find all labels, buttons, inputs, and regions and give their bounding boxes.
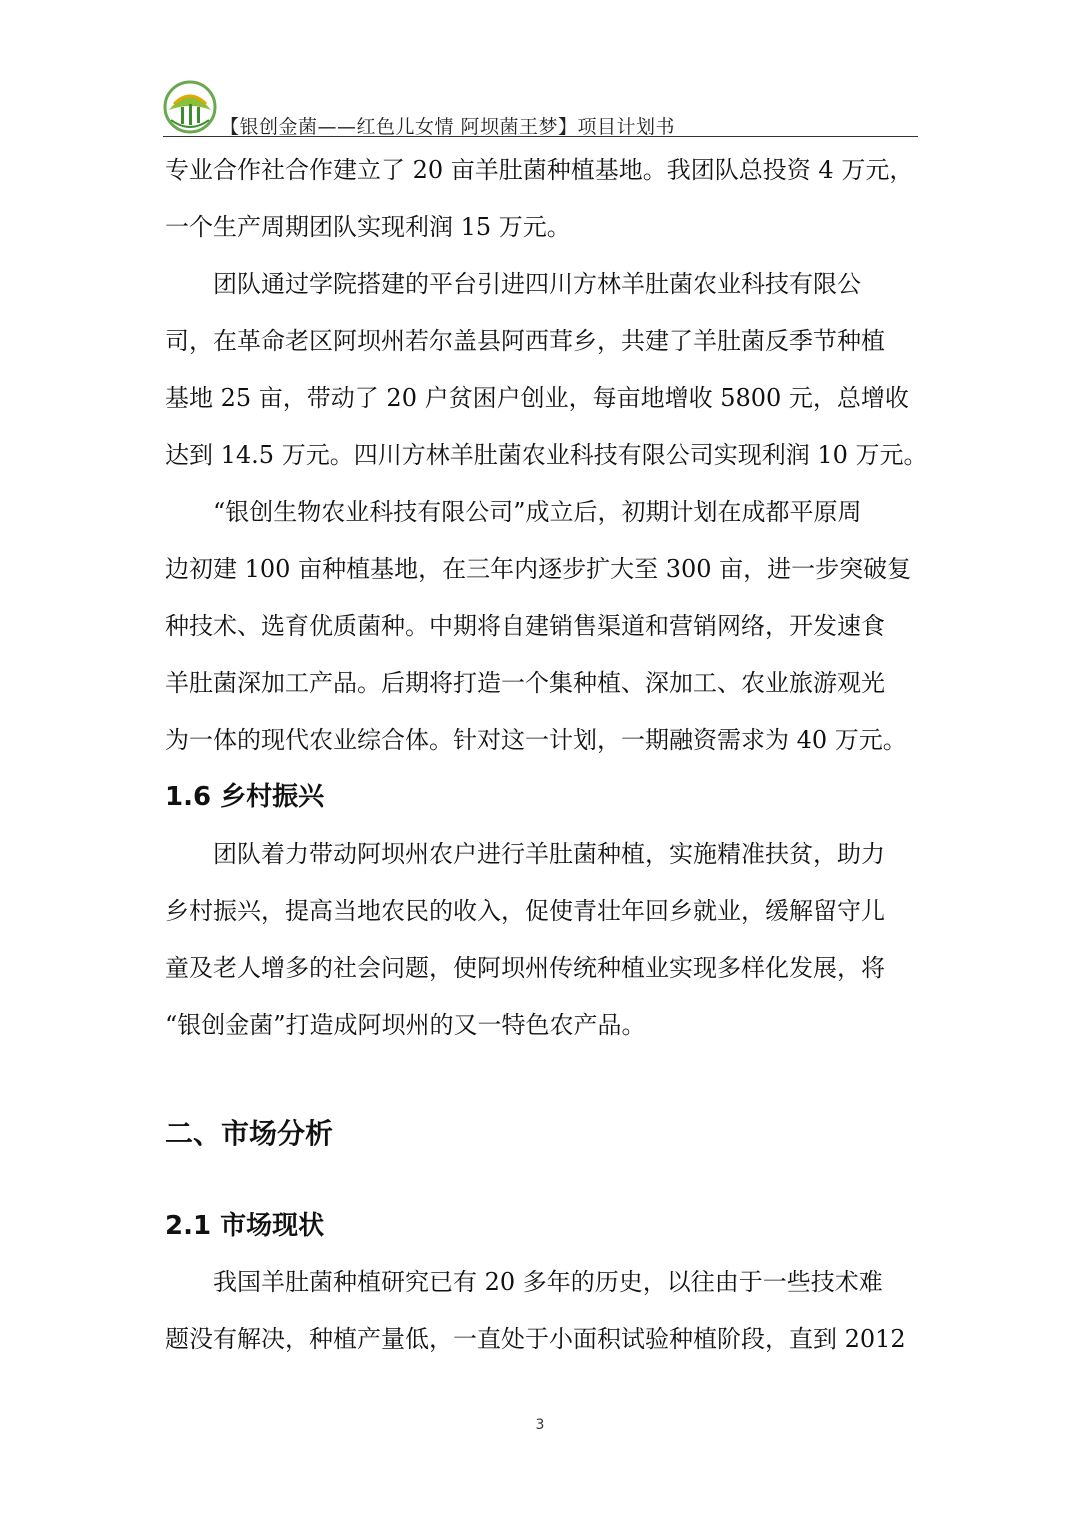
page-number: 3 — [535, 1417, 545, 1433]
body-line: 一个生产周期团队实现利润 15 万元。 — [165, 213, 571, 241]
body-line: 乡村振兴，提高当地农民的收入，促使青壮年回乡就业，缓解留守儿 — [165, 897, 885, 925]
body-line: 基地 25 亩，带动了 20 户贫困户创业，每亩地增收 5800 元，总增收 — [165, 384, 909, 412]
section-heading-1-6: 1.6 乡村振兴 — [165, 782, 325, 812]
body-line: 团队通过学院搭建的平台引进四川方林羊肚菌农业科技有限公 — [165, 270, 861, 298]
header-divider — [163, 136, 918, 137]
body-line: 种技术、选育优质菌种。中期将自建销售渠道和营销网络，开发速食 — [165, 612, 885, 640]
document-header-title: 【银创金菌——红色儿女情 阿坝菌王梦】项目计划书 — [220, 116, 676, 138]
body-line: 达到 14.5 万元。四川方林羊肚菌农业科技有限公司实现利润 10 万元。 — [165, 441, 928, 469]
page-header — [163, 78, 918, 138]
body-line: 为一体的现代农业综合体。针对这一计划，一期融资需求为 40 万元。 — [165, 726, 907, 754]
body-line: 羊肚菌深加工产品。后期将打造一个集种植、深加工、农业旅游观光 — [165, 669, 885, 697]
body-line: “银创金菌”打造成阿坝州的又一特色农产品。 — [165, 1011, 646, 1039]
chapter-heading-2: 二、市场分析 — [165, 1117, 334, 1150]
body-line: 专业合作社合作建立了 20 亩羊肚菌种植基地。我团队总投资 4 万元， — [165, 156, 914, 184]
section-heading-2-1: 2.1 市场现状 — [165, 1211, 325, 1241]
body-line: 我国羊肚菌种植研究已有 20 多年的历史，以往由于一些技术难 — [165, 1268, 883, 1296]
body-line: 童及老人增多的社会问题，使阿坝州传统种植业实现多样化发展，将 — [165, 954, 885, 982]
body-line: 团队着力带动阿坝州农户进行羊肚菌种植，实施精准扶贫，助力 — [165, 840, 885, 868]
mushroom-logo-icon — [163, 80, 217, 134]
body-line: 边初建 100 亩种植基地，在三年内逐步扩大至 300 亩，进一步突破复 — [165, 555, 912, 583]
body-line: 司，在革命老区阿坝州若尔盖县阿西茸乡，共建了羊肚菌反季节种植 — [165, 327, 885, 355]
body-line: “银创生物农业科技有限公司”成立后，初期计划在成都平原周 — [165, 498, 862, 526]
body-line: 题没有解决，种植产量低，一直处于小面积试验种植阶段，直到 2012 — [165, 1325, 906, 1353]
